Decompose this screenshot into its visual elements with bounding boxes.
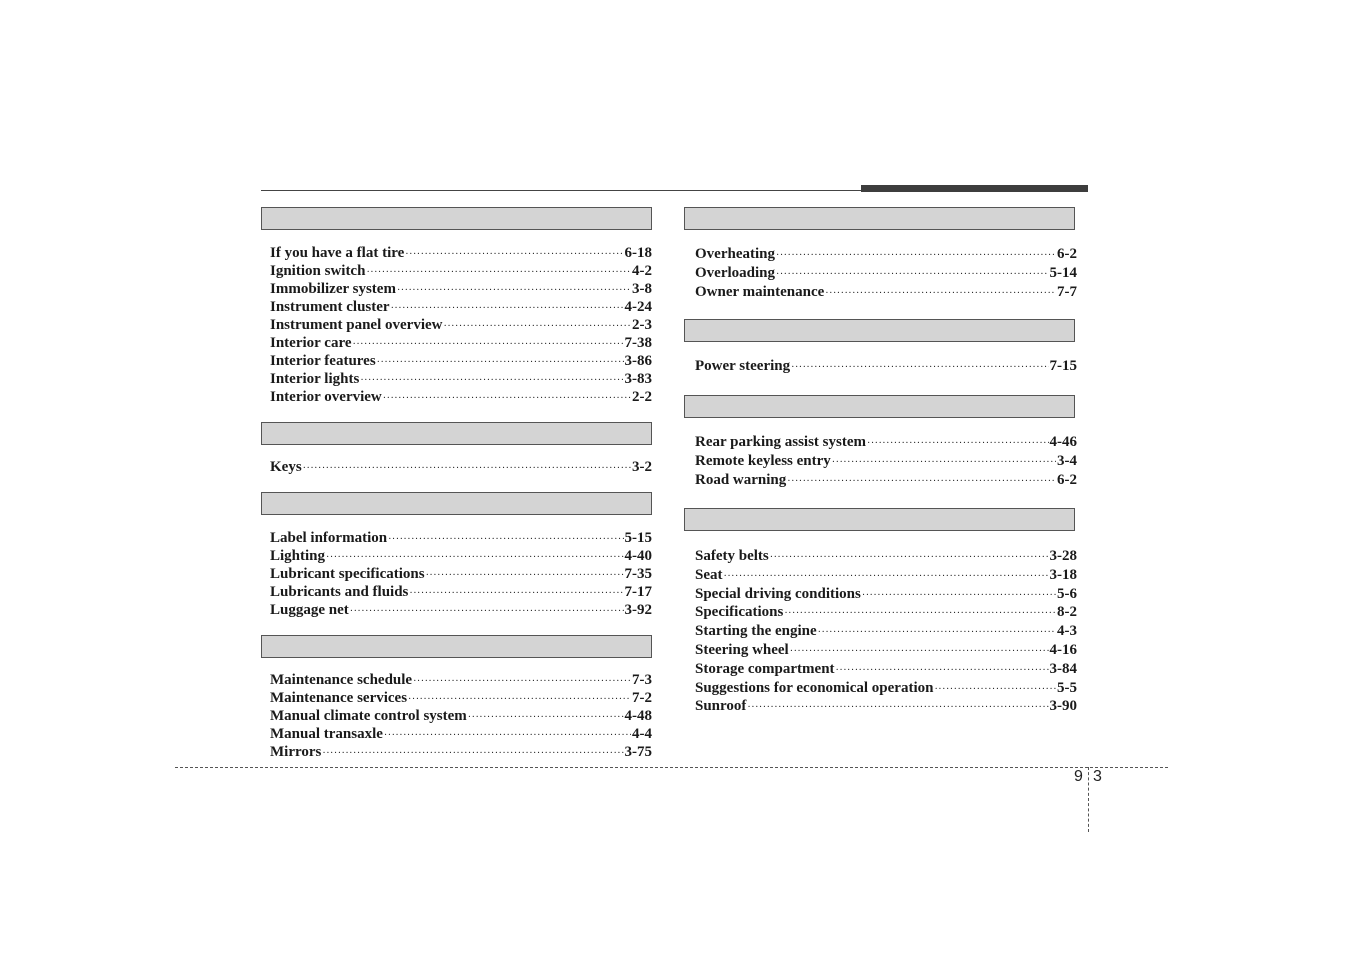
entry-page: 4-48 (624, 708, 652, 724)
index-entry[interactable] (695, 264, 1077, 283)
section-header-bar-i (261, 207, 652, 230)
entry-page: 3-28 (1049, 548, 1077, 564)
index-entry[interactable] (695, 641, 1077, 660)
entry-label: Immobilizer system (270, 281, 396, 297)
dot-leader (818, 624, 1056, 643)
entry-page: 3-92 (624, 602, 652, 618)
dot-leader (444, 318, 632, 336)
entry-label: Lubricant specifications (270, 566, 425, 582)
dot-leader (377, 354, 624, 372)
entry-page: 3-2 (632, 459, 652, 475)
entry-page: 7-3 (632, 672, 652, 688)
entry-page: 6-2 (1057, 471, 1077, 488)
section-k-list (270, 458, 652, 476)
section-header-bar-s (684, 508, 1075, 531)
entry-page: 4-40 (624, 548, 652, 564)
entry-label: Instrument cluster (270, 299, 390, 315)
footer-divider (1088, 767, 1089, 832)
section-m-list (270, 671, 652, 761)
entry-label: Mirrors (270, 744, 322, 760)
entry-page: 6-18 (624, 245, 652, 261)
header-accent-bar (861, 185, 1088, 192)
entry-label: Safety belts (695, 548, 769, 564)
entry-page: 4-16 (1049, 641, 1077, 658)
entry-page: 8-2 (1057, 604, 1077, 621)
index-entry[interactable] (695, 585, 1077, 604)
index-entry[interactable] (695, 566, 1077, 585)
section-header-bar-r (684, 395, 1075, 418)
entry-label: Interior overview (270, 389, 382, 405)
dot-leader (862, 587, 1056, 606)
index-entry[interactable] (270, 565, 652, 583)
index-entry[interactable] (270, 370, 652, 388)
chapter-number: 9 (1074, 768, 1083, 785)
footer-rule (175, 767, 1168, 768)
index-entry[interactable] (695, 245, 1077, 264)
section-header-bar-o (684, 207, 1075, 230)
dot-leader (784, 605, 1056, 624)
entry-page: 6-2 (1057, 246, 1077, 262)
dot-leader (413, 673, 631, 691)
index-entry[interactable] (695, 679, 1077, 698)
entry-page: 3-86 (624, 353, 652, 369)
index-entry[interactable] (695, 697, 1077, 716)
entry-label: Specifications (695, 604, 784, 621)
section-header-bar-l (261, 492, 652, 515)
entry-label: Power steering (695, 358, 791, 374)
dot-leader (825, 285, 1056, 304)
entry-page: 5-5 (1057, 679, 1077, 696)
entry-page: 3-75 (624, 744, 652, 760)
index-entry[interactable] (695, 283, 1077, 302)
entry-label: Overheating (695, 246, 775, 262)
index-entry[interactable] (695, 660, 1077, 679)
entry-page: 5-15 (624, 530, 652, 546)
entry-page: 4-46 (1049, 434, 1077, 450)
index-entry[interactable] (695, 622, 1077, 641)
entry-label: Interior care (270, 335, 352, 351)
entry-label: Storage compartment (695, 660, 835, 677)
entry-label: Special driving conditions (695, 585, 861, 602)
entry-label: Interior lights (270, 371, 360, 387)
entry-page: 4-3 (1057, 623, 1077, 640)
section-header-bar-m (261, 635, 652, 658)
entry-page: 3-4 (1057, 452, 1077, 469)
entry-page: 5-14 (1049, 264, 1077, 281)
entry-page: 3-90 (1049, 698, 1077, 715)
index-entry[interactable] (695, 452, 1077, 471)
entry-label: Instrument panel overview (270, 317, 443, 333)
dot-leader (426, 567, 624, 585)
entry-page: 7-15 (1049, 358, 1077, 374)
entry-label: Lubricants and fluids (270, 584, 409, 600)
dot-leader (384, 727, 631, 745)
dot-leader (353, 336, 624, 354)
dot-leader (397, 282, 631, 300)
dot-leader (468, 709, 624, 727)
index-entry[interactable] (695, 471, 1077, 490)
section-o-list (695, 245, 1077, 301)
page-number: 3 (1093, 768, 1102, 785)
index-entry[interactable] (695, 603, 1077, 622)
entry-label: Maintenance services (270, 690, 408, 706)
index-entry[interactable] (270, 334, 652, 352)
entry-page: 3-83 (624, 371, 652, 387)
entry-page: 2-2 (632, 389, 652, 405)
section-header-bar-k (261, 422, 652, 445)
index-entry[interactable] (270, 262, 652, 280)
index-entry[interactable] (270, 601, 652, 619)
index-entry[interactable] (270, 529, 652, 547)
dot-leader (388, 531, 623, 549)
entry-label: Suggestions for economical operation (695, 679, 934, 696)
dot-leader (303, 460, 631, 478)
entry-label: Keys (270, 459, 302, 475)
entry-label: Remote keyless entry (695, 452, 831, 469)
entry-label: Road warning (695, 471, 787, 488)
index-entry[interactable] (270, 244, 652, 262)
index-entry[interactable] (270, 280, 652, 298)
index-entry[interactable] (270, 707, 652, 725)
index-entry[interactable] (270, 583, 652, 601)
section-header-bar-p (684, 319, 1075, 342)
entry-page: 4-24 (624, 299, 652, 315)
entry-label: Label information (270, 530, 388, 546)
index-entry[interactable] (270, 316, 652, 334)
entry-page: 3-84 (1049, 660, 1077, 677)
entry-label: Sunroof (695, 698, 747, 715)
dot-leader (360, 372, 623, 390)
entry-label: Seat (695, 566, 723, 583)
entry-label: Owner maintenance (695, 283, 825, 300)
entry-label: Starting the engine (695, 623, 817, 640)
index-entry[interactable] (270, 352, 652, 370)
dot-leader (934, 681, 1056, 700)
index-entry[interactable] (270, 298, 652, 316)
index-entry[interactable] (270, 689, 652, 707)
section-p-list (695, 357, 1077, 376)
section-s-list (695, 547, 1077, 716)
dot-leader (405, 246, 623, 264)
index-entry[interactable] (270, 725, 652, 743)
entry-label: Maintenance schedule (270, 672, 413, 688)
index-entry[interactable] (695, 357, 1077, 376)
dot-leader (770, 549, 1049, 568)
index-entry[interactable] (270, 388, 652, 406)
dot-leader (791, 359, 1048, 378)
entry-page: 7-35 (624, 566, 652, 582)
index-entry[interactable] (270, 671, 652, 689)
section-i-list (270, 244, 652, 406)
header-rule (261, 190, 861, 191)
dot-leader (867, 435, 1049, 454)
entry-page: 4-2 (632, 263, 652, 279)
entry-page: 3-18 (1049, 566, 1077, 583)
entry-page: 4-4 (632, 726, 652, 742)
entry-label: Lighting (270, 548, 326, 564)
dot-leader (776, 247, 1056, 266)
entry-page: 5-6 (1057, 585, 1077, 602)
dot-leader (787, 473, 1056, 492)
entry-label: Manual transaxle (270, 726, 383, 742)
entry-label: Steering wheel (695, 641, 789, 658)
index-entry[interactable] (695, 547, 1077, 566)
index-entry[interactable] (270, 743, 652, 761)
entry-page: 7-7 (1057, 283, 1077, 300)
entry-label: Luggage net (270, 602, 349, 618)
dot-leader (383, 390, 631, 408)
index-entry[interactable] (270, 458, 652, 476)
dot-leader (366, 264, 631, 282)
dot-leader (832, 454, 1056, 473)
entry-label: If you have a flat tire (270, 245, 405, 261)
index-entry[interactable] (270, 547, 652, 565)
entry-label: Rear parking assist system (695, 434, 866, 450)
entry-page: 2-3 (632, 317, 652, 333)
entry-page: 7-38 (624, 335, 652, 351)
entry-label: Ignition switch (270, 263, 366, 279)
entry-page: 7-2 (632, 690, 652, 706)
entry-page: 3-8 (632, 281, 652, 297)
dot-leader (747, 699, 1048, 718)
dot-leader (350, 603, 624, 621)
dot-leader (409, 585, 623, 603)
index-entry[interactable] (695, 433, 1077, 452)
entry-label: Manual climate control system (270, 708, 467, 724)
section-l-list (270, 529, 652, 619)
section-r-list (695, 433, 1077, 489)
entry-label: Interior features (270, 353, 376, 369)
dot-leader (322, 745, 623, 763)
entry-label: Overloading (695, 264, 776, 281)
entry-page: 7-17 (624, 584, 652, 600)
